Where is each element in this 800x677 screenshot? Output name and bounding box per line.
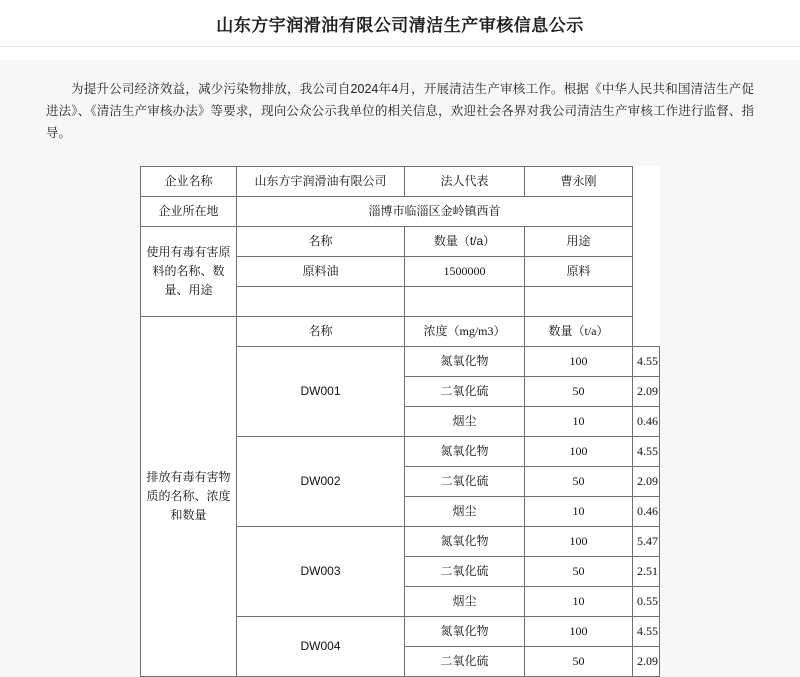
materials-header-amount: 数量（t/a） — [405, 227, 525, 257]
materials-header-use: 用途 — [525, 227, 633, 257]
pollutant-name: 氮氧化物 — [405, 347, 525, 377]
materials-label: 使用有毒有害原料的名称、数量、用途 — [141, 227, 237, 317]
company-name-label: 企业名称 — [141, 167, 237, 197]
company-name-value: 山东方宇润滑油有限公司 — [237, 167, 405, 197]
pollutant-amount: 4.55 — [633, 617, 660, 647]
pollutant-concentration: 100 — [525, 347, 633, 377]
pollutant-amount: 2.09 — [633, 467, 660, 497]
pollutant-amount: 0.46 — [633, 497, 660, 527]
pollutant-name: 氮氧化物 — [405, 527, 525, 557]
pollutant-amount: 0.46 — [633, 407, 660, 437]
pollutant-name: 二氧化硫 — [405, 647, 525, 677]
pollutant-name: 烟尘 — [405, 497, 525, 527]
pollutant-concentration: 50 — [525, 647, 633, 677]
pollutant-concentration: 50 — [525, 557, 633, 587]
material-name-empty — [237, 287, 405, 317]
document-header — [0, 0, 800, 47]
pollutant-concentration: 100 — [525, 437, 633, 467]
address-label: 企业所在地 — [141, 197, 237, 227]
pollutant-concentration: 10 — [525, 497, 633, 527]
material-amount: 1500000 — [405, 257, 525, 287]
emissions-label: 排放有毒有害物质的名称、浓度和数量 — [141, 317, 237, 677]
material-use: 原料 — [525, 257, 633, 287]
legal-rep-label: 法人代表 — [405, 167, 525, 197]
pollutant-concentration: 100 — [525, 617, 633, 647]
pollutant-name: 烟尘 — [405, 587, 525, 617]
material-amount-empty — [405, 287, 525, 317]
pollutant-concentration: 50 — [525, 377, 633, 407]
outlet-code: DW002 — [237, 437, 405, 527]
material-name: 原料油 — [237, 257, 405, 287]
emissions-header-concentration: 浓度（mg/m3） — [405, 317, 525, 347]
pollutant-amount: 2.51 — [633, 557, 660, 587]
pollutant-amount: 4.55 — [633, 437, 660, 467]
table-row — [141, 167, 660, 197]
pollutant-name: 二氧化硫 — [405, 377, 525, 407]
document-body — [0, 60, 800, 677]
pollutant-amount: 0.55 — [633, 587, 660, 617]
pollutant-name: 二氧化硫 — [405, 467, 525, 497]
pollutant-amount: 2.09 — [633, 647, 660, 677]
intro-paragraph: 为提升公司经济效益，减少污染物排放，我公司自2024年4月，开展清洁生产审核工作。根据《中华人民共和国清洁生产促进法》、《清洁生产审核办法》等要求，现向公众公示我单位的相关信息，欢迎社会各界对我公司清洁生产审核工作进行监督、指导。 — [0, 60, 800, 154]
pollutant-concentration: 50 — [525, 467, 633, 497]
outlet-code: DW003 — [237, 527, 405, 617]
material-use-empty — [525, 287, 633, 317]
table-row — [141, 317, 660, 347]
pollutant-concentration: 100 — [525, 527, 633, 557]
pollutant-name: 二氧化硫 — [405, 557, 525, 587]
table-row — [141, 197, 660, 227]
emissions-header-amount: 数量（t/a） — [525, 317, 633, 347]
pollutant-concentration: 10 — [525, 587, 633, 617]
disclosure-table — [140, 166, 660, 677]
pollutant-name: 烟尘 — [405, 407, 525, 437]
pollutant-name: 氮氧化物 — [405, 437, 525, 467]
pollutant-name: 氮氧化物 — [405, 617, 525, 647]
outlet-code: DW004 — [237, 617, 405, 677]
emissions-header-name: 名称 — [237, 317, 405, 347]
pollutant-concentration: 10 — [525, 407, 633, 437]
table-row — [141, 227, 660, 257]
legal-rep-value: 曹永刚 — [525, 167, 633, 197]
pollutant-amount: 5.47 — [633, 527, 660, 557]
materials-header-name: 名称 — [237, 227, 405, 257]
pollutant-amount: 2.09 — [633, 377, 660, 407]
page-title: 山东方宇润滑油有限公司清洁生产审核信息公示 — [216, 11, 584, 36]
address-value: 淄博市临淄区金岭镇西首 — [237, 197, 633, 227]
pollutant-amount: 4.55 — [633, 347, 660, 377]
outlet-code: DW001 — [237, 347, 405, 437]
